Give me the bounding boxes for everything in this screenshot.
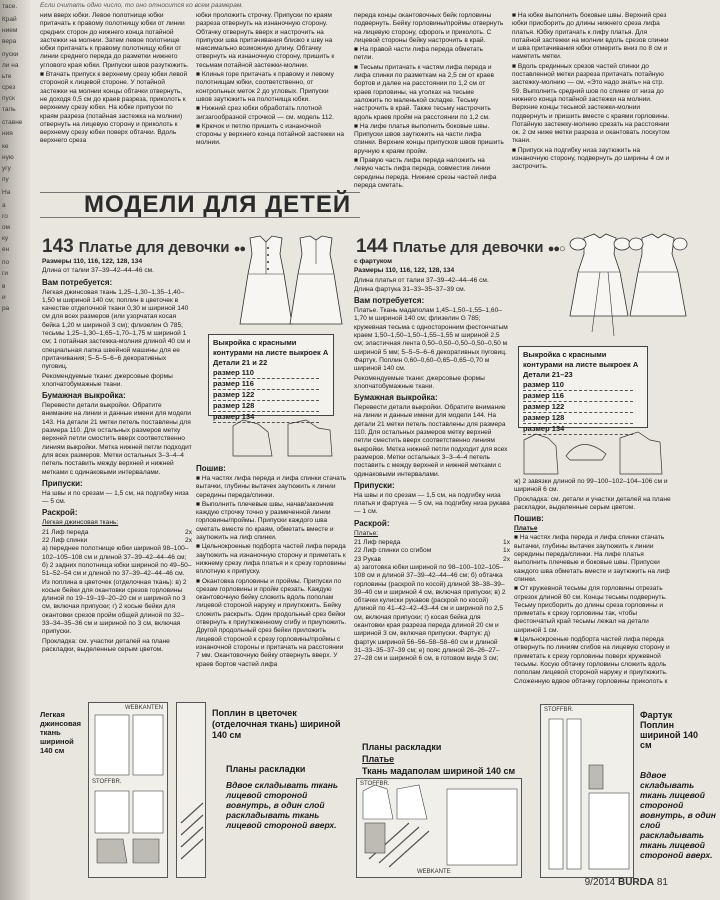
paragraph: ■ Цельнокроеные подборта частей лифа переда заутюжить на изнаночную сторону и приметать к нижнему срезу лифа платья и к срезу горловины вплотную к припуску.	[196, 543, 346, 576]
allowance-heading: Припуски:	[354, 480, 395, 490]
cutting-fabric: Платье:	[354, 529, 379, 537]
pattern-text: Перевести детали выкройки. Обратите внимание на линии и данные имени для модели 144. На детали 21 метки петель поставлены для размера 110. Для остальных размеров метку верхней петли сместить вверх соответственно линиям выкройки. Метка нижней петли подходит для всех размеров. Метки остальных 3–3–4–4 петель поставить с между верхней и нижней метками с одинаковыми интервалами.	[354, 404, 508, 478]
model-143-title	[42, 236, 245, 258]
gutter-line: ли на	[2, 62, 19, 69]
length: Длина платья от талии 37–39–42–44–46 см.	[354, 276, 489, 284]
top-column-1	[40, 12, 190, 187]
size-line: размер 110	[523, 380, 633, 391]
size-line: размер 122	[523, 402, 633, 413]
layout-pieces	[357, 779, 523, 879]
gutter-line: и	[2, 294, 6, 301]
paragraph: ■ Цельнокроеные подборта частей лифа переда отвернуть по линиям сгибов на лицевую сторону и приметать к срезу горловины поверх кружевной тесьмы. Косую обтачку горловины сложить вдоль пополам лицевой стороной наружу и приутюжить. Сложенную вдвое обтачку горловины приколоть к	[514, 636, 670, 685]
cut-qty: 2x	[185, 528, 192, 536]
materials: Платье. Ткань мадаполам 1,45–1,50–1,55–1,60–1,70 м шириной 140 см; флизелин G 785; кружевная тесьма с односторонним фестончатым краем 1,50–1,50–1,50–1,55–1,55 м шириной 2,5 см; эластичная лента 0,50–0,50–0,50–0,50–0,50 м шириной 5 мм; 5–5–5–6–6 декоративных пуговиц. Фартук. Поплин 0,60–0,60–0,65–0,65–0,70 м шириной 140 см.	[354, 307, 508, 373]
recommended-fabrics: Рекомендуемые ткани: джерсовые формы хлопчатобумажные ткани.	[354, 374, 485, 390]
layout-144-plans-heading: Планы раскладки	[362, 742, 442, 752]
paragraph: ■ Припуск на подгибку низа заутюжить на изнаночную сторону, подвернуть до ширины 4 см и застрочить.	[512, 146, 670, 171]
interfacing-note: Прокладка: см. детали и участки деталей на плане раскладки, выделенные серым цветом.	[514, 495, 671, 511]
recommended-fabrics: Рекомендуемые ткани: джерсовые формы хлопчатобумажные ткани.	[42, 372, 173, 388]
cut-piece: 23 Рукав	[354, 555, 382, 563]
layout-144-fabric-label: Ткань мадаполам шириной 140 см	[362, 766, 516, 776]
layout-143-main	[88, 702, 168, 878]
fold-label: STOFFBR.	[360, 781, 390, 787]
size-line: размер 122	[213, 390, 319, 401]
cutting-rest: а) переднее полотнище юбки шириной 98–100–102–105–108 см и длиной 37–39–42–44–46 см; б) 2 задних полотнища юбки шириной по 49–50–51–52–54 см и длиной по 37–39–42–44–46 см. Из поплина в цветочек (отделочная ткань): в) 2 косые бейки для окантовки срезов горловины длиной по 19–19–19–20–20 см и шириной по 3 см, включая припуски; г) 2 косые бейки для окантовки срезов пройм общей длиной по 32–33–34–35–36 см и шириной по 3 см, включая припуски.	[42, 545, 192, 636]
materials-heading: Вам потребуется:	[42, 277, 113, 287]
difficulty-dots: ●●○	[547, 243, 565, 255]
model-name: Платье для девочки	[78, 239, 230, 256]
gutter-line: а	[2, 202, 6, 209]
layout-144-fold-note: Вдвое складывать ткань лицевой стороной вовнутрь, в один слой раскладывать ткань лицевой стороной вверх.	[640, 770, 716, 860]
size-line: размер 128	[213, 401, 319, 412]
top-column-3	[354, 12, 504, 247]
size-line: размер 134	[523, 424, 633, 435]
gutter-line: ке	[2, 143, 9, 150]
layout-144-apron-fabric: Поплин шириной 140 см	[640, 720, 699, 750]
gutter-line: Край	[2, 16, 17, 23]
sewing-sub: Платье	[514, 525, 538, 533]
gutter-line: таль	[2, 106, 16, 113]
size-line: размер 110	[213, 368, 319, 379]
layout-144-apron-heading: Фартук	[640, 710, 673, 720]
pattern-text: Перевести детали выкройки. Обратите внимание на линии и данные имени для модели 143. На детали 21 метки петель поставлены для размера 110. Для остальных размеров метку верхней петли смостить вверх соответственно линиям выкройки. Метка нижней петли подходит для всех размеров. Метки остальных 3–3–4–4 петель поставить между верхней и нижней метками с одинаковыми интервалами.	[42, 402, 192, 476]
gutter-line: пуск	[2, 95, 15, 102]
fold-label: STOFFBR.	[92, 779, 122, 785]
page-number: 81	[656, 877, 668, 888]
cut-row	[354, 547, 510, 555]
cut-piece: 22 Лиф спинки	[42, 537, 88, 545]
cut-piece: 21 Лиф переда	[354, 539, 401, 547]
size-line: размер 134	[213, 412, 319, 423]
difficulty-dots: ●●	[233, 243, 245, 255]
model-144-size-box	[518, 346, 648, 433]
allowance-heading: Припуски:	[42, 478, 83, 488]
materials-heading: Вам потребуется:	[354, 296, 425, 306]
gutter-line: ги	[2, 270, 9, 277]
cutting-fabric: Легкая джинсовая ткань:	[42, 519, 119, 527]
brand-name: BURDA	[617, 877, 655, 888]
subtitle: с фартуком	[354, 258, 392, 265]
cutting-heading: Раскрой:	[42, 508, 78, 518]
gutter-line: На	[2, 189, 11, 196]
gutter-line: ную	[2, 154, 14, 161]
materials: Легкая джинсовая ткань 1,25–1,30–1,35–1,40–1,50 м шириной 140 см; поплин в цветочек в качестве отделочной ткани 0,30 м шириной 140 см для всех размеров (или узорчатая косая бейка 1,20 м шириной 3 см); флизелин G 785; тесьмы 1,25–1,30–1,65–1,70–1,75 м шириной 1 см; 1 потайная застежка-молния длиной 40 см и специальная лапка швейной машины для ее притачивания; 5–5–5–6–6 декоративных пуговиц.	[42, 288, 191, 371]
gutter-line: ставне	[2, 119, 23, 126]
length: Длина от талии 37–39–42–44–46 см.	[42, 267, 155, 275]
size-box-title: Выкройка с красными контурами на листе выкроек А	[213, 338, 329, 357]
layout-144-main	[356, 778, 522, 878]
gutter-line: ьте	[2, 73, 12, 80]
gutter-line	[0, 315, 30, 317]
allowance-text: На швы и по срезам — 1,5 см, на подгибку низа платья и фартука — 5 см, на подгибку низа рукава — 1 см.	[354, 491, 510, 516]
gutter-line: вера	[2, 38, 17, 45]
gutter-line: го	[2, 213, 8, 220]
model-144-instructions	[354, 258, 510, 698]
layout-143-fabric-label: Легкая джинсовая ткань шириной 140 см	[40, 710, 82, 755]
gutter-line: ку	[2, 235, 9, 242]
model-144-pattern-pieces	[520, 430, 680, 476]
paragraph: ■ На лифе платья выполнить боковые швы. Припуски швов заутюжить на части лифа спинки. Верхние концы припусков швов пришить вручную к краям пройм.	[354, 122, 504, 155]
paragraph: ■ На правой части лифа переда обметать петли.	[354, 46, 483, 62]
cutting-heading: Раскрой:	[354, 518, 390, 528]
paragraph: ■ На частях лифа переда и лифа спинки стачать вытачки, глубины вытачек заутюжить к линии середины переда/спинки. На лифе платья выполнить плечевые и боковые швы. Припуски каждого шва обметать вместе и заутюжить на лиф спинки.	[514, 534, 670, 583]
size-box-title: Выкройка с красными контурами на листе выкроек А	[523, 350, 639, 369]
model-143-pattern-pieces	[228, 418, 338, 458]
cut-row	[354, 556, 510, 564]
previous-page-gutter	[0, 0, 30, 900]
sizes: Размеры 110, 116, 122, 128, 134	[354, 267, 455, 275]
gutter-line: ен	[2, 246, 10, 253]
size-box-details: Детали 21–23	[523, 370, 573, 379]
section-title: МОДЕЛИ ДЛЯ ДЕТЕЙ	[84, 191, 352, 218]
size-box-details: Детали 21 и 22	[213, 358, 268, 367]
bias-strips	[177, 703, 207, 879]
cut-qty: 2x	[185, 537, 192, 545]
paragraph: ■ Вдоль срединных срезов частей спинки до поставленной метки разреза притачать потайную застежку-молнию — см. «Это надо знать» на стр. 59. Выполнить средний шов по спинке от низа до нижнего конца потайной застежки на молнии. Верхние концы тесьмой застежки-молнии подвернуть и пришить вместе с краями горловины. Потайную застежку-молнию срезать на расстоянии ок. 2 см ниже метки разреза и окантовать лоскутом ткани.	[512, 62, 670, 145]
gutter-line: тасе.	[2, 3, 18, 10]
gutter-line: ом	[2, 224, 11, 231]
paragraph: ■ На юбке выполнить боковые швы. Верхний срез юбки присборить до длины нижнего среза лифа платья. Юбку притачать к лифу платья. Для потайной застежки на молнии вдоль срезов спинки и шва притачивания юбки отмерить вниз по 8 см и наметить метки.	[512, 12, 669, 61]
pattern-heading: Бумажная выкройка:	[42, 391, 126, 401]
top-column-4	[512, 12, 672, 247]
cut-qty: 1x	[503, 547, 510, 555]
model-name: Платье для девочки	[392, 239, 544, 256]
paragraph: ним вверх юбки. Левое полотнище юбки притачать к правому полотнищу юбки от линии средних сторон до нижнего конца потайной застежки на молнии. Затем левое полотнище юбки притачать к правому полотнищу юбки от линии среднего переда до разметки нижнего углового края юбки. Припуски швов разутюжить.	[40, 12, 189, 69]
interfacing-note: Прокладка: см. участки деталей на плане раскладки, выделенные серым цветом.	[42, 637, 170, 653]
model-144-title	[356, 236, 565, 258]
paragraph: ■ Клинья горе притачать к правому и левому полотнищам юбки, соответственно, от контрольных меток 2 до угловых. Припуски швов заутюжить на полотнища юбки.	[196, 71, 334, 103]
top-column-2	[196, 12, 346, 187]
ties-text: ж) 2 завязки длиной по 99–100–102–104–106 см и шириной 6 см.	[514, 478, 668, 494]
model-143-sewing	[196, 462, 348, 698]
apron-pieces	[541, 705, 635, 879]
cut-piece: 22 Лиф спинки со сгибом	[354, 547, 432, 555]
layout-143-contrast-label: Поплин в цветочек (отделочная ткань) шириной 140 см	[212, 708, 341, 740]
gutter-line: угу	[2, 165, 11, 172]
cut-qty: 1x	[503, 539, 510, 547]
paragraph: ■ На частях лифа переда и лифа спинки стачать вытачки, глубины вытачек заутюжить к линии середины переда/спинки.	[196, 475, 347, 499]
paragraph: переда концы окантовочных бейк горловины подвернуть. Бейку горловины/проймы отвернуть на лицевую сторону, сфорогь и приколоть. С лицевой стороны бейку настрочить в край.	[354, 12, 504, 44]
paragraph: ■ Нижний срез юбки обработать плотной зигзагообразной строчкой — см. модель 112.	[196, 105, 335, 121]
layout-143-fold-note: Вдвое складывать ткань лицевой стороной вовнутрь, в один слой раскладывать ткань лицевой стороной вверх.	[226, 780, 338, 830]
gutter-line: в	[2, 283, 6, 290]
cut-piece: 21 Лиф переда	[42, 528, 89, 536]
section-banner	[40, 192, 360, 218]
model-144-sewing	[514, 478, 672, 700]
pattern-heading: Бумажная выкройка:	[354, 393, 438, 403]
paragraph: ■ Окантовка горловины и проймы. Припуски по срезам горловины и пройм срезать. Каждую окантовочную бейку сложить вдоль пополам лицевой стороной наружу и приутюжить. Бейку сложить раскрыть. Один продольный срез бейки отвернуть к приутюженному сгибу и приутюжить. Другой продольный срез бейки приложить лицевой стороной к срезу горловины/проймы с изнаночной стороны и притачать на расстоянии 7 мм. Окантовочную бейку отвернуть вверх. У краев бортов частей лифа	[196, 577, 347, 668]
layout-143-contrast	[176, 702, 206, 878]
gutter-line: ния	[2, 130, 13, 137]
paragraph: ■ От кружевной тесьмы для горловины отрезать отрезок длиной 60 см. Концы тесьмы подвернуть. Тесьму присборить до длины среза горловины и приметать к срезу горловины так, чтобы фестончатый край тесьмы лежал на детали шириной 1 см.	[514, 585, 667, 634]
selvage-label: WEBKANTE	[417, 869, 451, 875]
top-strip: Если считать одно число, то оно относится ко всем размерам.	[40, 2, 244, 9]
size-line: размер 116	[213, 379, 319, 390]
gutter-line: по	[2, 259, 10, 266]
layout-pieces	[89, 703, 169, 879]
model-143-size-box	[208, 334, 334, 421]
paragraph: ■ Крючок и петлю пришить с изнаночной стороны у верхнего конца потайной застежки на молнии.	[196, 122, 345, 147]
apron-length: Длина фартука 31–33–35–37–39 см.	[354, 285, 466, 293]
sizes: Размеры 110, 116, 122, 128, 134	[42, 258, 143, 265]
paragraph: ■ Выполнить плечевые швы, начав/закончив каждую строчку точно у размеченной линии горловины/проймы. Припуски каждого шва сметать вместе по краям, обметать вместе и заутюжить на лиф спинки.	[196, 500, 334, 542]
page-footer	[585, 877, 668, 888]
issue-number: 9/2014	[584, 877, 616, 888]
layout-144-apron	[540, 704, 634, 878]
gutter-line: пуски	[2, 51, 19, 58]
gutter-line: пу	[2, 176, 9, 183]
model-144-dress-sketch	[564, 232, 692, 342]
cut-row	[42, 529, 192, 537]
gutter-line: срез	[2, 84, 16, 91]
size-line: размер 128	[523, 413, 633, 424]
size-line: размер 116	[523, 391, 633, 402]
paragraph: ■ Втачать припуск к верхнему срезу юбки левой стороной к лицевой стороне. У потайной застежки на молнии концы обтачки отвернуть, не доходя 0,5 см до краев разреза, приколоть к верхнему срезу юбки. На юбке припуски по краям разреза (потайная застежка на молнии) отвернуть на лицевую сторону и приколоть к верхнему срезу юбки поверх обтачки. Вдоль верхнего среза	[40, 71, 188, 145]
paragraph: ■ Тесьмы притачать к частям лифа переда и лифа спинки по разметкам на 2,5 см от краев бортов и далее на расстоянии по 1,2 см от краев горловины, на уголках на тесьме заложить по маленькой складке. Тесьму настрочить в край. Также тесьму настрочить вдоль краев пройм на расстоянии по 1,2 см.	[354, 63, 495, 121]
sewing-heading: Пошив:	[196, 464, 226, 473]
allowance-text: На швы и по срезам — 1,5 см, на подгибку низа — 5 см.	[42, 489, 189, 506]
model-number: 143	[42, 236, 74, 257]
model-143-instructions	[42, 258, 192, 698]
model-number: 144	[356, 236, 388, 257]
gutter-line: ра	[2, 305, 10, 312]
layout-144-dress-label: Платье	[362, 754, 395, 764]
fold-label: STOFFBR.	[544, 707, 574, 713]
layout-143-plans-heading: Планы раскладки	[226, 764, 306, 774]
cutting-rest: а) заготовка юбки шириной по 98–100–102–105–108 см и длиной 37–39–42–44–46 см; б) обтачка горловины (раскрой по косой) длиной 38–38–39–39–40 см и шириной 4 см, включая припуски; в) 2 обтачки кулиски рукавов (раскрой по косой) длиной по 41–42–42–43–44 см и шириной по 2,5 см, включая припуски; г) косая бейка для окантовки края разреза переда длиной 20 см и шириной 3 см, включая припуски. Фартук: д) фартук шириной 56–56–58–58–60 см и длиной 31–33–35–37–39 см; е) пояс длиной 26–26–27–27–28 см и шириной 6 см, в готовом виде 3 см;	[354, 563, 506, 663]
cut-qty: 2x	[503, 555, 510, 563]
paragraph: юбки проложить строчку. Припуски по краям разреза отвернуть на изнаночную сторону. Обтачку отвернуть вверх и настрочить на припуски шва притачивания близко к шву на максимально возможную длину. Обтачку отвернуть на изнаночную сторону, пришить к тесьмам потайной застежки-молнии.	[196, 12, 335, 69]
sewing-heading: Пошив:	[514, 514, 544, 524]
paragraph: ■ Правую часть лифа переда наложить на левую часть лифа переда, совместив линии середины переда. Нижние срезы частей лифа переда сметать.	[354, 157, 497, 189]
model-143-dress-sketch	[230, 234, 346, 332]
selvage-label: WEBKANTEN	[124, 705, 163, 711]
gutter-line: нием	[2, 27, 18, 34]
